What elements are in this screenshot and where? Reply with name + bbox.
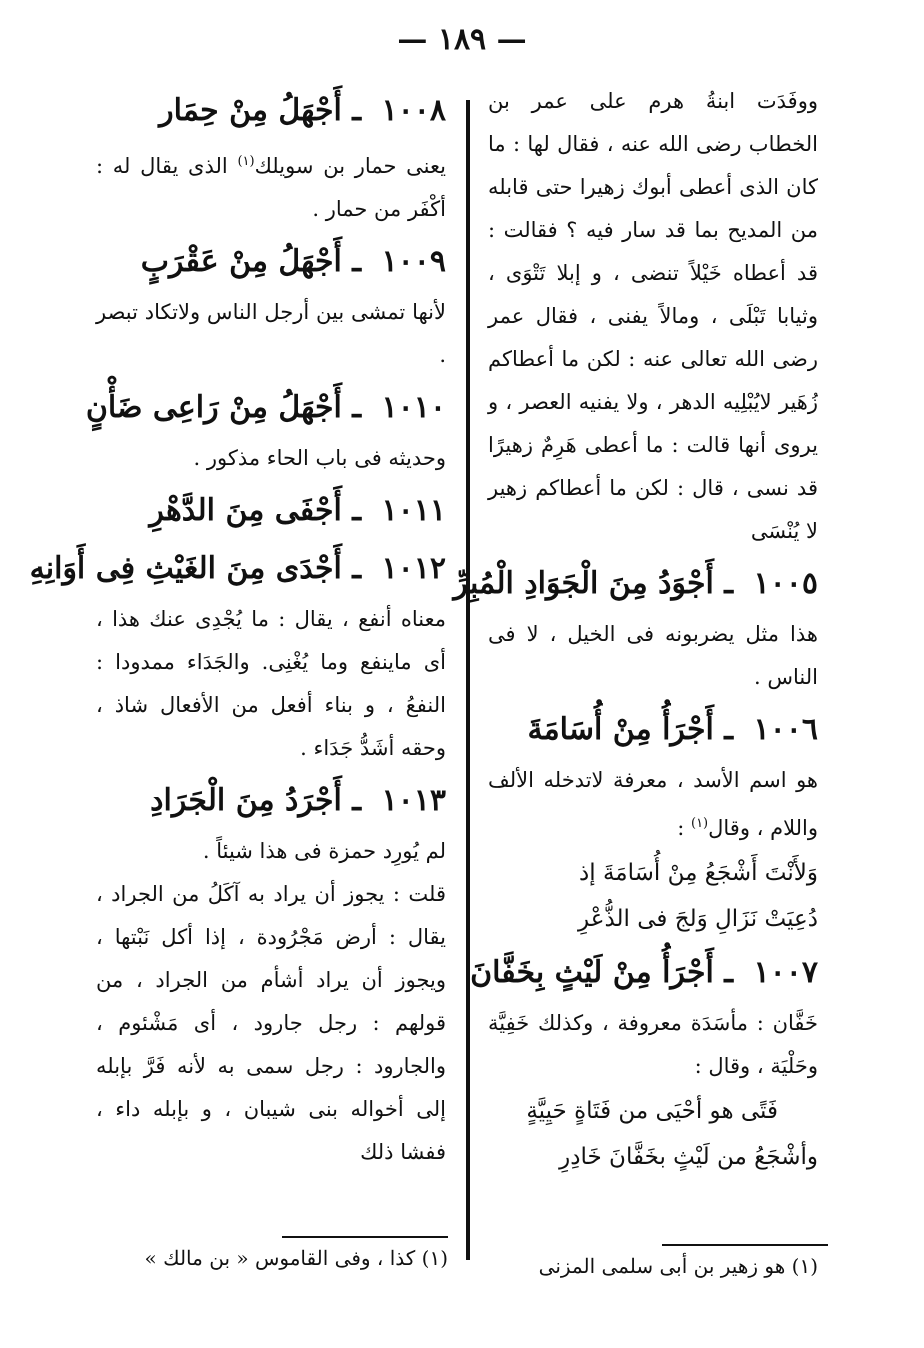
entry-1006-text xyxy=(488,759,818,850)
entry-1012-text: معناه أنفع ، يقال : ما يُجْدِى عنك هذا ، أى ماينفع وما يُغْنِى. والجَدَاء ممدودا : النفعُ ، و بناء أفعل من الأفعال شاذ ، وحقه أشَدُّ جَدَاء . xyxy=(96,607,446,760)
verse-line-1: فَتًى هو أحْيَى من فَتَاةٍ حَيِيَّةٍ xyxy=(526,1098,778,1124)
verse-line-1: وَلأَنْتَ أَشْجَعُ مِنْ أُسَامَةَ إذ xyxy=(579,860,818,886)
footnote-right: (١) هو زهير بن أبى سلمى المزنى xyxy=(538,1254,818,1278)
entry-heading: أَجْرَأُ مِنْ لَيْثٍ بِخَفَّانَ xyxy=(470,955,714,990)
entry-heading: أَجْوَدُ مِنَ الْجَوَادِ الْمُبِرِّ xyxy=(453,566,714,601)
entry-1005-title: ١٠٠٥ ـ أَجْوَدُ مِنَ الْجَوَادِ الْمُبِرِّ xyxy=(453,566,818,601)
entry-1013-commentary: قلت : يجوز أن يراد به آكَلُ من الجراد ، يقال : أرض مَجْرُودة ، إذا أكل نَبْتها ، ويجوز أن يراد أشأم من الجراد ، من قولهم : رجل جارود ، أى مَشْئوم ، والجارود : رجل سمى به لأنه فَرَّ بإبله إلى أخواله بنى شيبان ، و بإبله داء ، ففشا ذلك xyxy=(96,882,446,1164)
entry-1010-title: ١٠١٠ ـ أَجْهَلُ مِنْ رَاعِى ضَأْنٍ xyxy=(85,390,446,425)
left-column xyxy=(29,80,446,1174)
entry-heading: أَجْدَى مِنَ الغَيْثِ فِى أَوَانِهِ xyxy=(29,551,342,586)
entry-number: ١٠٠٦ xyxy=(753,712,818,747)
paragraph-umar-story: ووفَدَت ابنةُ هرم على عمر بن الخطاب رضى الله عنه ، فقال لها : ما كان الذى أعطى أبوك زهيرا حتى قابله من المديح بما قد سار فيه ؟ فقالت : قد أعطاه خَيْلاً تنضى ، و إبلا تَتْوَى ، وثيابا تَبْلَى ، ومالاً يفنى ، فقال عمر رضى الله تعالى عنه : لكن ما أعطاكم زُهَير لايُبْلِيه الدهر ، ولا يفنيه العصر ، و يروى أنها قالت : ما أعطى هَرِمٌ زهيرًا قد نسى ، قال : لكن ما أعطاكم زهير لا يُنْسَى xyxy=(488,89,818,543)
text-part: يعنى حمار بن سويلك xyxy=(254,154,446,178)
entry-1006-title: ١٠٠٦ ـ أَجْرَأُ مِنْ أُسَامَةَ xyxy=(527,712,818,747)
verse-line-2: وأشْجَعُ من لَيْثٍ بخَفَّانَ خَادِرِ xyxy=(559,1144,818,1170)
entry-number: ١٠٠٥ xyxy=(753,566,818,601)
entry-1012-title: ١٠١٢ ـ أَجْدَى مِنَ الغَيْثِ فِى أَوَانِهِ xyxy=(29,551,446,586)
footnote-rule-left xyxy=(282,1236,448,1238)
entry-number: ١٠١٢ xyxy=(381,551,446,586)
entry-number: ١٠٠٨ xyxy=(381,93,446,128)
footnote-left: (١) كذا ، وفى القاموس « بن مالك » xyxy=(144,1246,448,1270)
footnote-ref: (١) xyxy=(237,154,255,169)
entry-1008-text xyxy=(96,140,446,231)
page-number: — ١٨٩ — xyxy=(397,22,527,57)
entry-1007-text: خَفَّان : مأسَدَة معروفة ، وكذلك خَفِيَّة وحَلْيَة ، وقال : xyxy=(488,1011,818,1078)
verse-line-2: دُعِيَتْ نَزَالِ وَلجَ فى الذُّعْرِ xyxy=(578,906,818,932)
entry-1013-text: لم يُورِد حمزة فى هذا شيئاً . xyxy=(202,839,446,863)
entry-number: ١٠١٣ xyxy=(381,783,446,818)
entry-number: ١٠١٠ xyxy=(381,390,446,425)
entry-1011-title: ١٠١١ ـ أَجْفَى مِنَ الدَّهْرِ xyxy=(149,493,446,528)
entry-heading: أَجْرَأُ مِنْ أُسَامَةَ xyxy=(527,712,714,747)
footnote-ref: (١) xyxy=(690,816,709,831)
entry-heading: أَجْفَى مِنَ الدَّهْرِ xyxy=(149,493,342,528)
text-part: هو اسم الأسد ، معرفة لاتدخله الألف واللام ، وقال xyxy=(488,768,818,840)
footnote-rule-right xyxy=(662,1244,828,1246)
entry-number: ١٠٠٩ xyxy=(381,244,446,279)
entry-1009-text: لأنها تمشى بين أرجل الناس ولاتكاد تبصر . xyxy=(96,300,446,367)
entry-heading: أَجْهَلُ مِنْ حِمَار xyxy=(159,93,342,128)
text-part: : xyxy=(677,816,691,840)
entry-1009-title: ١٠٠٩ ـ أَجْهَلُ مِنْ عَقْرَبٍ xyxy=(140,244,446,279)
entry-number: ١٠١١ xyxy=(381,493,446,528)
entry-1013-title: ١٠١٣ ـ أَجْرَدُ مِنَ الْجَرَادِ xyxy=(150,783,446,818)
entry-1005-text: هذا مثل يضربونه فى الخيل ، لا فى الناس . xyxy=(488,622,818,689)
right-column xyxy=(453,80,818,1180)
entry-heading: أَجْهَلُ مِنْ رَاعِى ضَأْنٍ xyxy=(85,390,342,425)
entry-heading: أَجْرَدُ مِنَ الْجَرَادِ xyxy=(150,783,342,818)
entry-1008-title: ١٠٠٨ ـ أَجْهَلُ مِنْ حِمَار xyxy=(159,93,446,128)
entry-number: ١٠٠٧ xyxy=(753,955,818,990)
text-part: الذى يقال له : أكْفَر من حمار . xyxy=(96,154,446,221)
entry-1010-text: وحديثه فى باب الحاء مذكور . xyxy=(193,446,446,470)
entry-heading: أَجْهَلُ مِنْ عَقْرَبٍ xyxy=(140,244,342,279)
entry-1007-title: ١٠٠٧ ـ أَجْرَأُ مِنْ لَيْثٍ بِخَفَّانَ xyxy=(470,955,818,990)
column-divider xyxy=(466,100,470,1260)
